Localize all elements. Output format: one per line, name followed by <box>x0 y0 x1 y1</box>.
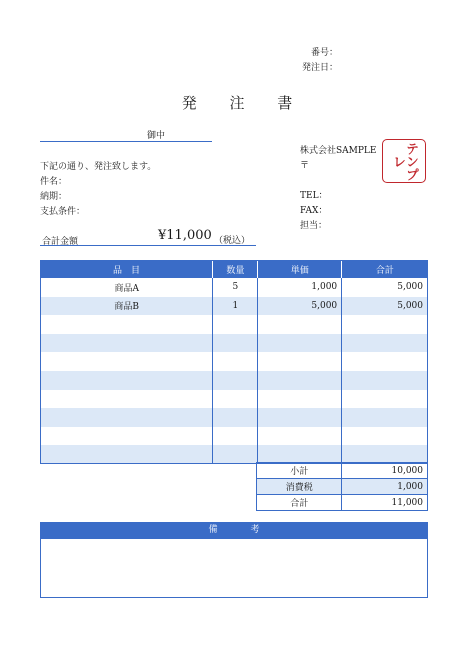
table-row <box>41 297 428 316</box>
item-sum: 5,000 <box>342 297 428 316</box>
total-tax-note: （税込） <box>214 236 251 246</box>
table-row <box>41 352 428 371</box>
total-amount-box <box>40 226 256 246</box>
payment-terms-label: 支払条件： <box>40 207 86 217</box>
remarks-header: 備 考 <box>40 522 428 538</box>
item-qty: 5 <box>213 278 258 297</box>
total-amount-value: ¥11,000 <box>158 228 212 243</box>
item-qty: 1 <box>213 297 258 316</box>
table-row <box>41 278 428 297</box>
recipient-honorific: 御中 <box>146 131 165 141</box>
tax-label: 消費税 <box>257 479 342 495</box>
table-row <box>41 408 428 427</box>
table-row <box>41 427 428 446</box>
table-row <box>41 390 428 409</box>
item-price: 5,000 <box>258 297 342 316</box>
tax-value: 1,000 <box>342 479 428 495</box>
page-title: 発 注 書 <box>181 94 307 112</box>
header-qty: 数量 <box>213 260 258 278</box>
item-sum: 5,000 <box>342 278 428 297</box>
recipient-underline <box>40 141 212 142</box>
summary-row <box>257 463 428 479</box>
tel-label: TEL： <box>300 191 328 201</box>
contact-label: 担当： <box>300 221 328 231</box>
summary-row <box>257 479 428 495</box>
remarks-box[interactable] <box>40 538 428 598</box>
item-name: 商品A <box>41 278 213 297</box>
total-amount-label: 合計金額 <box>42 237 79 247</box>
header-price: 単価 <box>258 260 342 278</box>
subtotal-label: 小計 <box>257 463 342 479</box>
company-name: 株式会社SAMPLE <box>300 146 377 156</box>
subtotal-value: 10,000 <box>342 463 428 479</box>
company-seal-stamp: テンプレ <box>382 139 426 183</box>
summary-row <box>257 495 428 511</box>
summary-table <box>256 462 428 511</box>
table-row <box>41 315 428 334</box>
grand-total-value: 11,000 <box>342 495 428 511</box>
header-sum: 合計 <box>342 260 428 278</box>
table-row <box>41 334 428 353</box>
order-date-label: 発注日： <box>301 63 338 73</box>
item-name: 商品B <box>41 297 213 316</box>
header-item: 品 目 <box>41 260 213 278</box>
intro-text: 下記の通り、発注致します。 <box>40 162 157 172</box>
delivery-label: 納期： <box>40 192 68 202</box>
item-price: 1,000 <box>258 278 342 297</box>
fax-label: FAX： <box>300 206 328 216</box>
items-header-row <box>41 260 428 278</box>
table-row <box>41 371 428 390</box>
subject-label: 件名： <box>40 177 68 187</box>
items-table <box>40 260 428 464</box>
postal-mark: 〒 <box>300 161 310 171</box>
grand-total-label: 合計 <box>257 495 342 511</box>
number-label: 番号： <box>310 48 338 58</box>
